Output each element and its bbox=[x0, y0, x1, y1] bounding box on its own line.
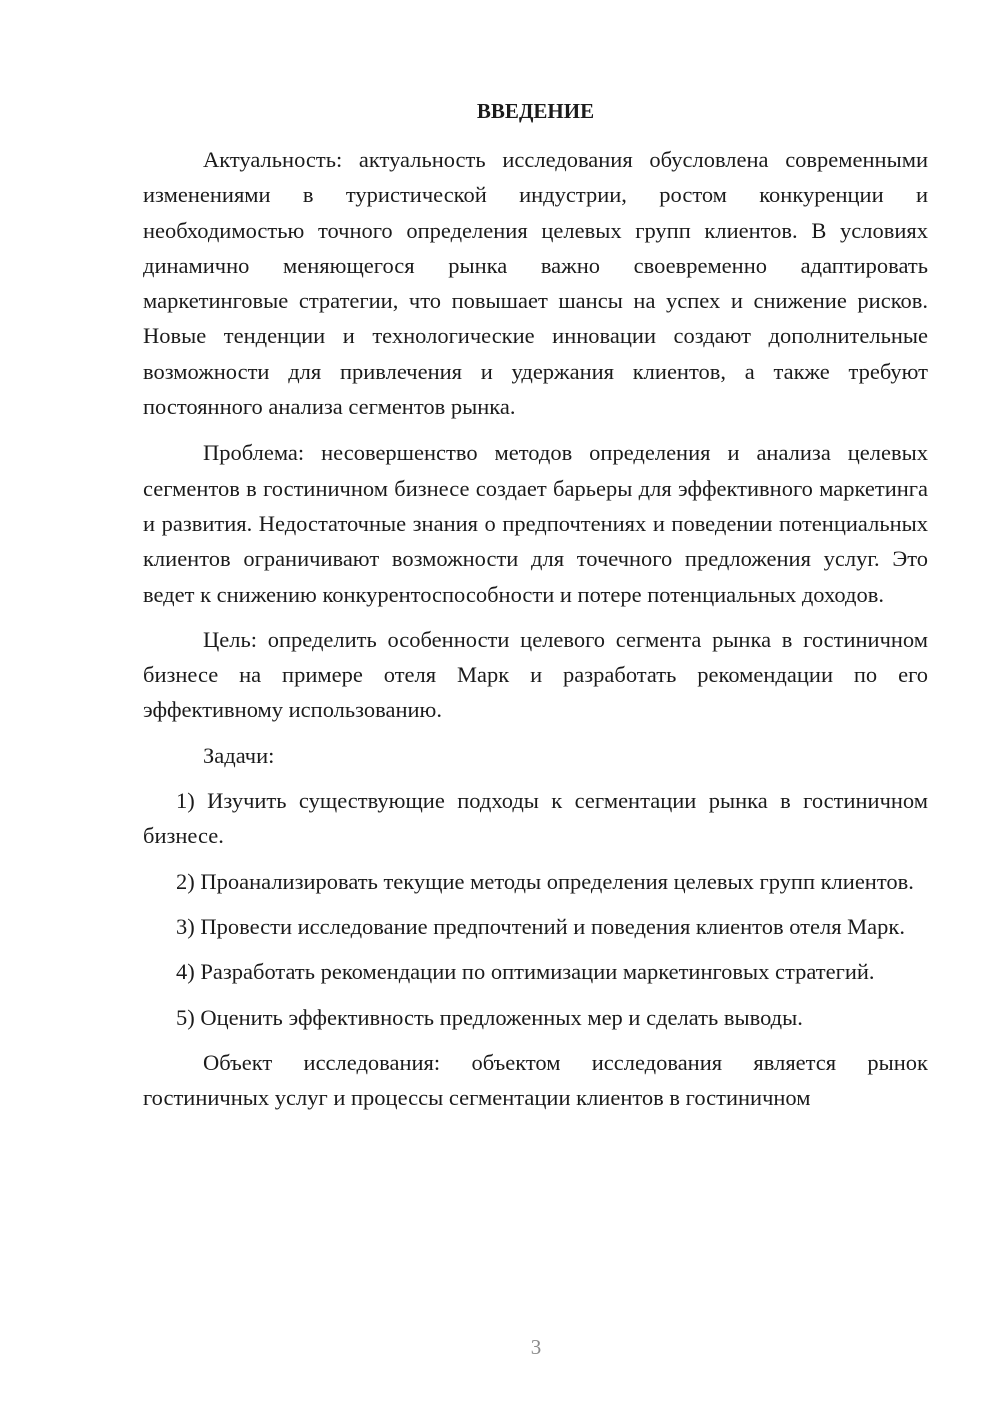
task-item-3: 3) Провести исследование предпочтений и поведения клиентов отеля Марк. bbox=[176, 913, 905, 939]
paragraph-relevance: Актуальность: актуальность исследования обусловлена современными изменениями в туристической индустрии, ростом конкуренции и необходимостью точного определения целевых групп клиентов. В условиях динамично меняющегося рынка важно своевременно адаптировать маркетинговые стратегии, что повышает шансы на успех и снижение рисков. Новые тенденции и технологические инновации создают дополнительные возможности для привлечения и удержания клиентов, а также требуют постоянного анализа сегментов рынка. bbox=[143, 147, 928, 420]
task-item-2: 2) Проанализировать текущие методы определения целевых групп клиентов. bbox=[176, 868, 914, 894]
task-item-4: 4) Разработать рекомендации по оптимизации маркетинговых стратегий. bbox=[176, 959, 875, 985]
task-item-1: 1) Изучить существующие подходы к сегментации рынка в гостиничном бизнесе. bbox=[143, 788, 928, 849]
page-title: ВВЕДЕНИЕ bbox=[476, 99, 595, 123]
task-item-5: 5) Оценить эффективность предложенных мер и сделать выводы. bbox=[176, 1004, 803, 1030]
paragraph-goal: Цель: определить особенности целевого сегмента рынка в гостиничном бизнесе на примере отеля Марк и разработать рекомендации по его эффективному использованию. bbox=[143, 626, 928, 723]
page-number: 3 bbox=[530, 1335, 542, 1359]
paragraph-object: Объект исследования: объектом исследования является рынок гостиничных услуг и процессы сегментации клиентов в гостиничном bbox=[143, 1049, 928, 1111]
document-body bbox=[143, 142, 928, 1115]
paragraph-problem: Проблема: несовершенство методов определения и анализа целевых сегментов в гостиничном бизнесе создает барьеры для эффективного маркетинга и развития. Недостаточные знания о предпочтениях и поведении потенциальных клиентов ограничивают возможности для точечного предложения услуг. Это ведет к снижению конкурентоспособности и потере потенциальных доходов. bbox=[143, 440, 928, 607]
tasks-heading: Задачи: bbox=[203, 742, 275, 768]
